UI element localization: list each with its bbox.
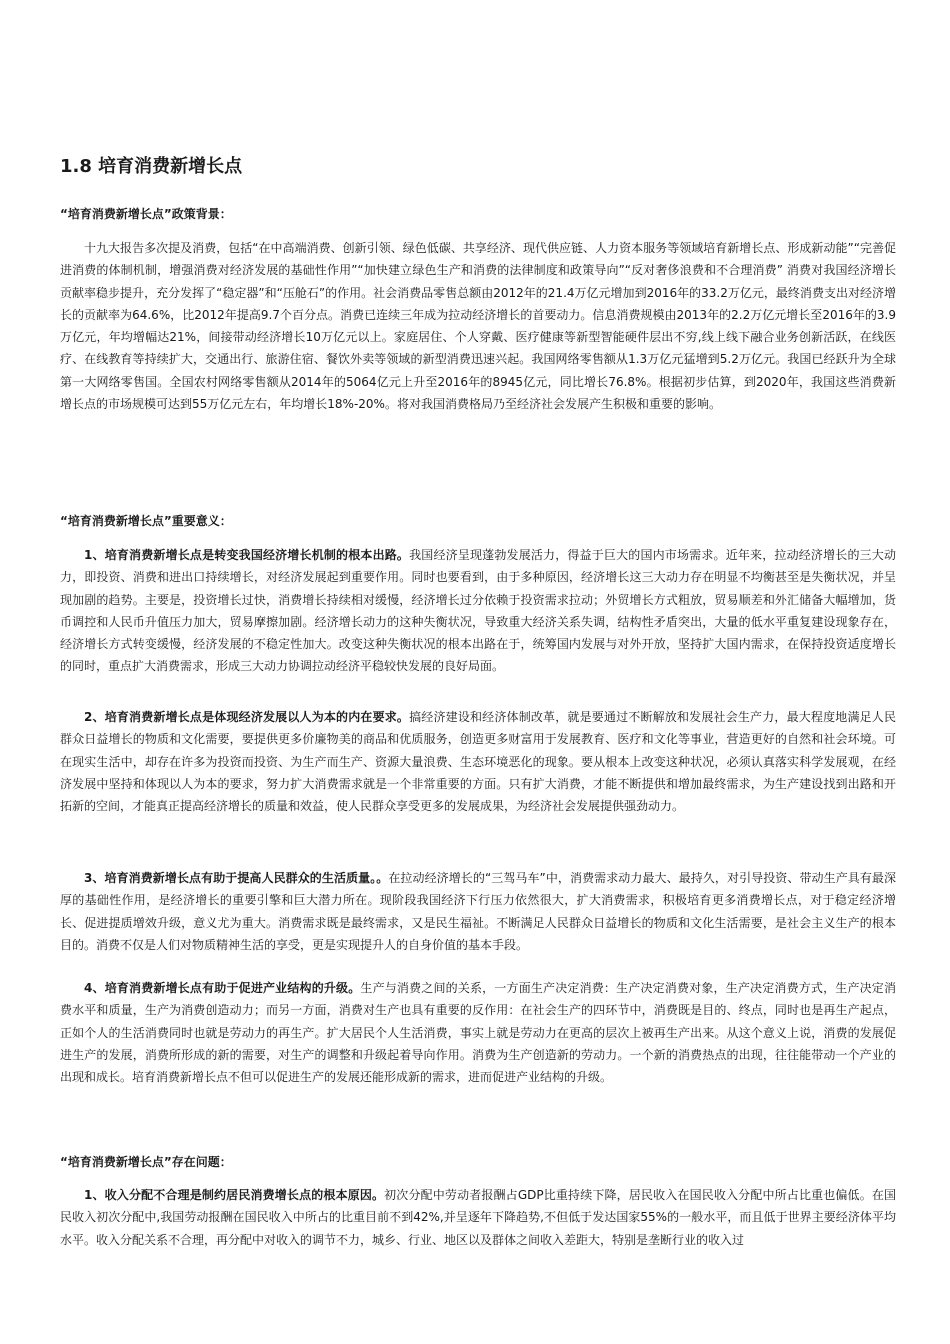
significance-item-lead: 1、培育消费新增长点是转变我国经济增长机制的根本出路。 xyxy=(84,548,410,562)
problems-item-lead: 1、收入分配不合理是制约居民消费增长点的根本原因。 xyxy=(84,1188,385,1202)
significance-heading: “培育消费新增长点”重要意义： xyxy=(60,514,232,528)
significance-item-lead: 4、培育消费新增长点有助于促进产业结构的升级。 xyxy=(84,981,361,995)
significance-item-body: 在拉动经济增长的“三驾马车”中，消费需求动力最大、最持久，对引导投资、带动生产具有最深厚的基础性作用，是经济增长的重要引擎和巨大潜力所在。现阶段我国经济下行压力依然很大，扩大消费需求，积极培育更多消费增长点，对于稳定经济增长、促进提质增效升级，意义尤为重大。消费需求既是最终需求，又是民生福祉。不断满足人民群众日益增长的物质和文化生活需要，是社会主义生产的根本目的。消费不仅是人们对物质精神生活的享受，更是实现提升人的自身价值的基本手段。 xyxy=(60,871,896,952)
significance-item-body: 搞经济建设和经济体制改革，就是要通过不断解放和发展社会生产力，最大程度地满足人民群众日益增长的物质和文化需要，要提供更多价廉物美的商品和优质服务，创造更多财富用于发展教育、医疗和文化等事业，营造更好的自然和社会环境。可在现实生活中，却存在许多为投资而投资、为生产而生产、资源大量浪费、生态环境恶化的现象。要从根本上改变这种状况，必须认真落实科学发展观，在经济发展中坚持和体现以人为本的要求，努力扩大消费需求就是一个非常重要的方面。只有扩大消费，才能不断提供和增加最终需求，为生产建设找到出路和开拓新的空间，才能真正提高经济增长的质量和效益，使人民群众享受更多的发展成果，为经济社会发展提供强劲动力。 xyxy=(60,710,896,814)
section-title: 1.8 培育消费新增长点 xyxy=(60,156,243,177)
background-paragraph: 十九大报告多次提及消费，包括“在中高端消费、创新引领、绿色低碳、共享经济、现代供应链、人力资本服务等领域培育新增长点、形成新动能”“完善促进消费的体制机制，增强消费对经济发展的基础性作用”“加快建立绿色生产和消费的法律制度和政策导向”“反对奢侈浪费和不合理消费” 消费对我国经济增长贡献率稳步提升，充分发挥了“稳定器”和“压舱石”的作用。社会消费品零售总额由2012年的21.4万亿元增加到2016年的33.2万亿元，最终消费支出对经济增长的贡献率为64.6%，比2012年提高9.7个百分点。消费已连续三年成为拉动经济增长的首要动力。信息消费规模由2013年的2.2万亿元增长至2016年的3.9万亿元，年均增幅达21%，间接带动经济增长10万亿元以上。家庭居住、个人穿戴、医疗健康等新型智能硬件层出不穷,线上线下融合业务创新活跃，在线医疗、在线教育等持续扩大，交通出行、旅游住宿、餐饮外卖等领域的新型消费迅速兴起。我国网络零售额从1.3万亿元猛增到5.2万亿元。我国已经跃升为全球第一大网络零售国。全国农村网络零售额从2014年的5064亿元上升至2016年的8945亿元，同比增长76.8%。根据初步估算，到2020年，我国这些消费新增长点的市场规模可达到55万亿元左右，年均增长18%-20%。将对我国消费格局乃至经济社会发展产生积极和重要的影响。 xyxy=(60,241,896,412)
significance-item-lead: 3、培育消费新增长点有助于提高人民群众的生活质量。。 xyxy=(84,871,389,885)
significance-item xyxy=(60,544,896,678)
significance-item xyxy=(60,867,896,956)
problems-heading: “培育消费新增长点”存在问题： xyxy=(60,1155,232,1169)
problems-item-body: 初次分配中劳动者报酬占GDP比重持续下降，居民收入在国民收入分配中所占比重也偏低。在国民收入初次分配中,我国劳动报酬在国民收入中所占的比重目前不到42%,并呈逐年下降趋势,不但低于发达国家55%的一般水平，而且低于世界主要经济体平均水平。收入分配关系不合理，再分配中对收入的调节不力，城乡、行业、地区以及群体之间收入差距大，特别是垄断行业的收入过 xyxy=(60,1188,897,1247)
significance-item xyxy=(60,977,896,1088)
significance-item-body: 我国经济呈现蓬勃发展活力，得益于巨大的国内市场需求。近年来，拉动经济增长的三大动力，即投资、消费和进出口持续增长，对经济发展起到重要作用。同时也要看到，由于多种原因，经济增长这三大动力存在明显不均衡甚至是失衡状况，并呈现加剧的趋势。主要是，投资增长过快，消费增长持续相对缓慢，经济增长过分依赖于投资需求拉动；外贸增长方式粗放，贸易顺差和外汇储备大幅增加，货币调控和人民币升值压力加大，贸易摩擦加剧。经济增长动力的这种失衡状况，导致重大经济关系失调，结构性矛盾突出，大量的低水平重复建设现象存在，经济增长方式转变缓慢，经济发展的不稳定性加大。改变这种失衡状况的根本出路在于，统筹国内发展与对外开放，坚持扩大国内需求，在保持投资适度增长的同时，重点扩大消费需求，形成三大动力协调拉动经济平稳较快发展的良好局面。 xyxy=(60,548,896,674)
problems-item xyxy=(60,1184,896,1251)
significance-item xyxy=(60,706,896,817)
significance-item-lead: 2、培育消费新增长点是体现经济发展以人为本的内在要求。 xyxy=(84,710,410,724)
background-heading: “培育消费新增长点”政策背景： xyxy=(60,207,232,221)
significance-item-body: 生产与消费之间的关系，一方面生产决定消费：生产决定消费对象，生产决定消费方式，生产决定消费水平和质量，生产为消费创造动力；而另一方面，消费对生产也具有重要的反作用：在社会生产的四环节中，消费既是目的、终点，同时也是再生产起点，正如个人的生活消费同时也就是劳动力的再生产。扩大居民个人生活消费，事实上就是劳动力在更高的层次上被再生产出来。从这个意义上说，消费的发展促进生产的发展，消费所形成的新的需要，对生产的调整和升级起着导向作用。消费为生产创造新的劳动力。一个新的消费热点的出现，往往能带动一个产业的出现和成长。培育消费新增长点不但可以促进生产的发展还能形成新的需求，进而促进产业结构的升级。 xyxy=(60,981,896,1085)
